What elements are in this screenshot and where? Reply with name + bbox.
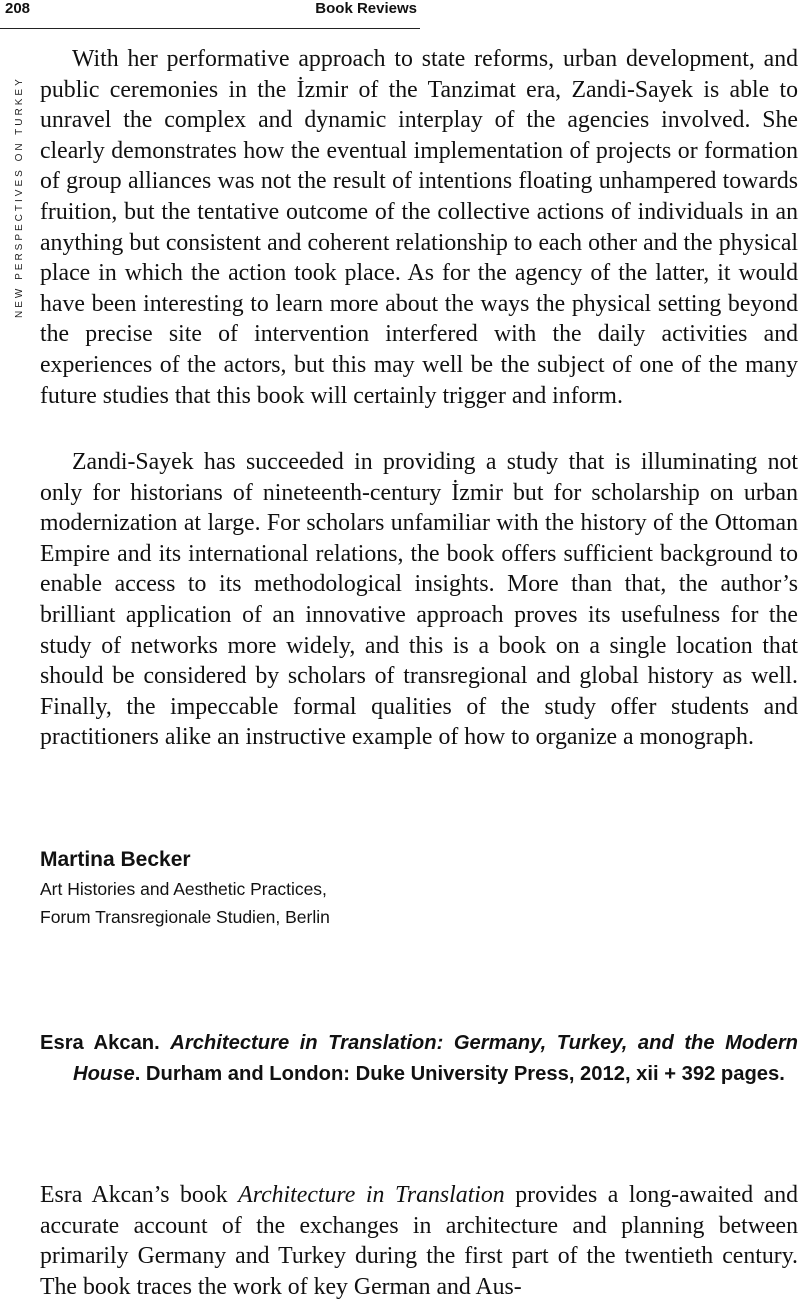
citation-author: Esra Akcan. <box>40 1032 160 1054</box>
review-2-text: provides a long-awaited and accurate account of the exchanges in architecture and planning between primarily Germany and Turkey during the first part of the twentieth century. The book traces the work of key German and Aus- <box>40 1182 798 1300</box>
reviewer-name: Martina Becker <box>40 848 191 871</box>
review-paragraph-1: With her performative approach to state reforms, urban development, and public ceremonies in the İzmir of the Tanzimat era, Zandi-Sayek is able to unravel the complex and dynamic interplay of the agencies involved. She clearly demonstrates how the eventual implementation of projects or formation of group alliances was not the result of intentions floating unhampered towards fruition, but the tentative outcome of the collective actions of individuals in an anything but consistent and coherent relationship to each other and the physical place in which the action took place. As for the agency of the latter, it would have been interesting to learn more about the ways the physical setting beyond the precise site of intervention interfered with the daily activities and experiences of the actors, but this may well be the subject of one of the many future studies that this book will certainly trigger and inform. <box>40 46 798 409</box>
review-2-book-title: Architecture in Translation <box>238 1182 505 1208</box>
reviewer-affiliation-line-2: Forum Transregionale Studien, Berlin <box>40 907 330 927</box>
review-2-opening: Esra Akcan’s book <box>40 1182 239 1208</box>
journal-side-title: NEW PERSPECTIVES ON TURKEY <box>14 76 25 318</box>
review-paragraph-2: Zandi-Sayek has succeeded in providing a study that is illuminating not only for historians of nineteenth-century İzmir but for scholarship on urban modernization at large. For scholars unfamiliar with the history of the Ottoman Empire and its international relations, the book offers sufficient background to enable access to its methodological insights. More than that, the author’s brilliant application of an innovative approach proves its usefulness for the study of networks more widely, and this is a book on a single location that should be considered by scholars of transregional and global history as well. Finally, the impeccable formal qualities of the study offer students and practitioners alike an instructive example of how to organize a monograph. <box>40 449 798 751</box>
page-header <box>0 0 420 29</box>
citation-publisher: . Durham and London: Duke University Press, 2012, xii + 392 pages. <box>134 1063 785 1085</box>
book-citation <box>40 1028 798 1090</box>
reviewer-affiliation-line-1: Art Histories and Aesthetic Practices, <box>40 879 327 899</box>
reviewer-signature <box>40 845 330 931</box>
running-title: Book Reviews <box>315 0 417 17</box>
page-number: 208 <box>5 0 31 17</box>
review-2-paragraph-1 <box>40 1180 798 1302</box>
citation-book-title: Architecture in Translation: Germany, Turkey, and the Modern House <box>73 1032 799 1085</box>
